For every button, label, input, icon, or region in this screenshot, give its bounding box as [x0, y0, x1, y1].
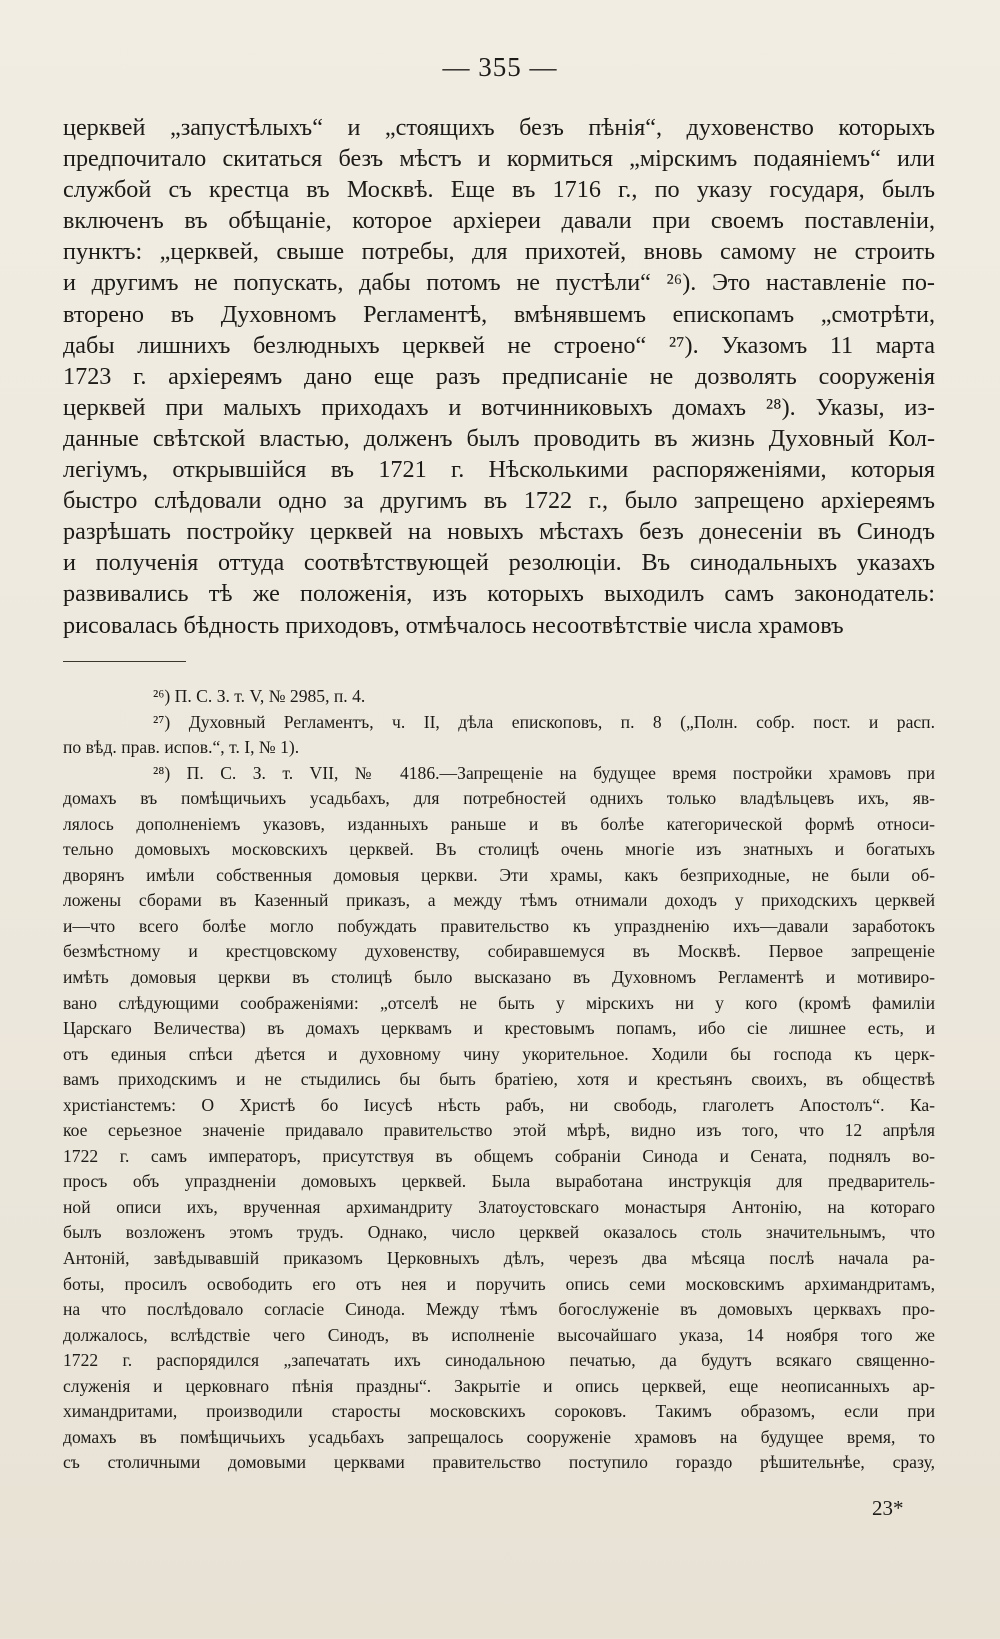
footnote-line: дворянъ имѣли собственныя домовыя церкви. Эти храмы, какъ безприходные, не были об- [63, 864, 935, 885]
footnote-line: былъ возложенъ этомъ трудъ. Однако, число церквей оказалось столь значительнымъ, что [63, 1222, 935, 1243]
body-line: развивались тѣ же положенія, изъ которыхъ выходилъ самъ законодатель: [63, 580, 935, 608]
footnote-line: вано слѣдующими соображеніями: „отселѣ не быть у мірскихъ ни у кого (кромѣ фамиліи [63, 992, 935, 1013]
footnote-line: 1722 г. самъ императоръ, присутствуя въ общемъ собраніи Синода и Сената, поднялъ во- [63, 1145, 935, 1166]
footnote-line: по вѣд. прав. испов.“, т. I, № 1). [63, 737, 300, 758]
footnote-line: Царскаго Величества) въ домахъ церквамъ и крестовымъ попамъ, ибо сіе лишнее есть, и [63, 1018, 935, 1039]
body-line: легіумъ, открывшійся въ 1721 г. Нѣсколькими распоряженіями, которыя [63, 456, 935, 484]
body-line: разрѣшать постройку церквей на новыхъ мѣстахъ безъ донесеніи въ Синодъ [63, 518, 935, 546]
footnote-line: вамъ приходскимъ и не стыдились бы быть братіею, хотя и крестьянъ своихъ, въ обществѣ [63, 1069, 935, 1090]
footnote-line: на что послѣдовало согласіе Синода. Между тѣмъ богослуженіе въ домовыхъ церквахъ про- [63, 1299, 935, 1320]
body-line: включенъ въ обѣщаніе, которое архіереи давали при своемъ поставленіи, [63, 207, 935, 235]
body-line: предпочитало скитаться безъ мѣстъ и кормиться „мірскимъ подаяніемъ“ или [63, 145, 935, 173]
footnote-line: безмѣстному и крестцовскому духовенству, собиравшемуся въ Москвѣ. Первое запрещеніе [63, 941, 935, 962]
footnote-line: боты, просилъ освободить его отъ нея и поручить опись семи московскимъ архимандритамъ, [63, 1273, 935, 1294]
footnote-line: Антоній, завѣдывавшій приказомъ Церковныхъ дѣлъ, черезъ два мѣсяца послѣ начала ра- [63, 1248, 935, 1269]
body-line: церквей „запустѣлыхъ“ и „стоящихъ безъ пѣнія“, духовенство которыхъ [63, 114, 935, 141]
footnote-line: домахъ въ помѣщичьихъ усадьбахъ запрещалось сооруженіе храмовъ на будущее время, то [63, 1426, 935, 1447]
body-line: и другимъ не попускать, дабы потомъ не пустѣли“ ²⁶). Это наставленіе по- [63, 269, 935, 297]
footnotes [63, 684, 935, 1476]
body-line: 1723 г. архіереямъ дано еще разъ предписаніе не дозволять сооруженія [63, 362, 935, 390]
footnote-line: христіанстемъ: О Христѣ бо Іисусѣ нѣсть рабъ, ни свободь, глаголетъ Апостолъ“. Ка- [63, 1094, 935, 1115]
footnote-line: ной описи ихъ, врученная архимандриту Златоустовскаго монастыря Антонію, на котораго [63, 1196, 935, 1217]
body-line: данные свѣтской властью, долженъ былъ проводить въ жизнь Духовный Кол- [63, 424, 935, 452]
printer-signature-mark: 23* [872, 1496, 904, 1520]
footnote-line: и—что всего болѣе могло побуждать правительство къ упраздненію ихъ—давали заработокъ [63, 915, 935, 936]
footnote-line: съ столичными домовыми церквами правительство поступило гораздо рѣшительнѣе, сразу, [63, 1452, 935, 1473]
body-line: быстро слѣдовали одно за другимъ въ 1722 г., было запрещено архіереямъ [63, 487, 935, 515]
body-line: дабы лишнихъ безлюдныхъ церквей не строено“ ²⁷). Указомъ 11 марта [63, 331, 935, 359]
footnote-line: химандритами, производили старосты московскихъ сороковъ. Такимъ образомъ, если при [63, 1401, 935, 1422]
footnote-separator [63, 661, 186, 662]
body-line: службой съ крестца въ Москвѣ. Еще въ 1716 г., по указу государя, былъ [63, 176, 935, 204]
body-line: вторено въ Духовномъ Регламентѣ, вмѣнявшемъ епископамъ „смотрѣти, [63, 300, 935, 328]
footnote-line: 1722 г. распорядился „запечатать ихъ синодальною печатью, да будутъ всякаго священно- [63, 1350, 935, 1371]
footnote-line: домахъ въ помѣщичьихъ усадьбахъ, для потребностей однихъ только владѣльцевъ ихъ, яв- [63, 788, 935, 809]
body-line: рисовалась бѣдность приходовъ, отмѣчалось несоотвѣтствіе числа храмовъ [63, 611, 844, 639]
footnote-line: должалось, вслѣдствіе чего Синодъ, въ исполненіе высочайшаго указа, 14 ноября того же [63, 1324, 935, 1345]
footnote-line: служенія и церковнаго пѣнія праздны“. Закрытіе и опись церквей, еще неописанныхъ ар- [63, 1375, 935, 1396]
body-line: пунктъ: „церквей, свыше потребы, для прихотей, вновь самому не строить [63, 238, 935, 266]
page-number: — 355 — [442, 52, 558, 82]
main-text [63, 112, 935, 641]
footnote-line: тельно домовыхъ московскихъ церквей. Въ столицѣ очень многіе изъ знатныхъ и богатыхъ [63, 839, 935, 860]
footnote-line: ²⁶) П. С. З. т. V, № 2985, п. 4. [153, 686, 366, 706]
footnote-line: лялось дополненіемъ указовъ, изданныхъ раньше и въ болѣе категорической формѣ относи- [63, 813, 935, 834]
footnote-line: ложены сборами въ Казенный приказъ, а между тѣмъ отнимали доходъ у приходскихъ церквей [63, 890, 935, 911]
footnote-line: ²⁸) П. С. З. т. VII, № 4186.—Запрещеніе на будущее время постройки храмовъ при [153, 762, 935, 783]
footnote-line: просъ объ упраздненіи домовыхъ церквей. Была выработана инструкція для предваритель- [63, 1171, 935, 1192]
body-line: церквей при малыхъ приходахъ и вотчинниковыхъ домахъ ²⁸). Указы, из- [63, 393, 935, 421]
footnote-line: имѣть домовыя церкви въ столицѣ было высказано въ Духовномъ Регламентѣ и мотивиро- [63, 967, 935, 988]
body-line: и полученія оттуда соотвѣтствующей резолюціи. Въ синодальныхъ указахъ [63, 549, 935, 577]
footnote-line: кое серьезное значеніе придавало правительство этой мѣрѣ, видно изъ того, что 12 апрѣля [63, 1120, 935, 1141]
footnote-line: ²⁷) Духовный Регламентъ, ч. II, дѣла епископовъ, п. 8 („Полн. собр. пост. и расп. [153, 711, 935, 732]
footnote-line: отъ единыя спѣси дѣется и духовному чину укорительное. Ходили бы господа къ церк- [63, 1043, 935, 1064]
